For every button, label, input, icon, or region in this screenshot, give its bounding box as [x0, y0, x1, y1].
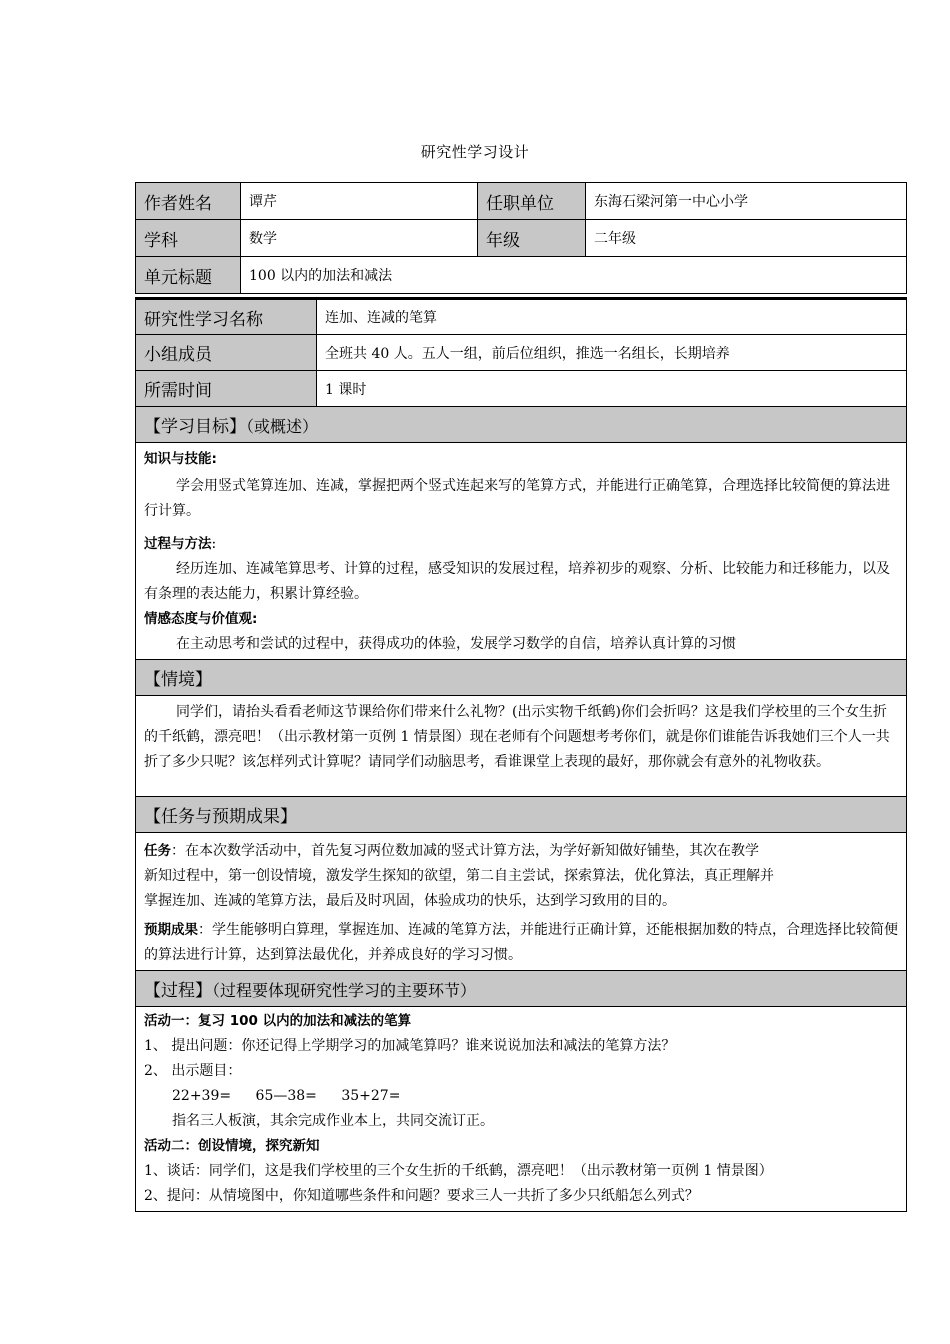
tasks-heading: 【任务与预期成果】 [136, 797, 907, 833]
unit-label: 任职单位 [478, 183, 586, 220]
unit-value: 东海石梁河第一中心小学 [586, 183, 907, 220]
process-body [136, 1007, 907, 1212]
design-table [135, 297, 907, 1212]
tasks-body [136, 833, 907, 971]
header-table [135, 182, 907, 294]
calc-row [144, 1084, 898, 1109]
activity1-note: 指名三人板演，其余完成作业本上，共同交流订正。 [172, 1113, 494, 1129]
emotion-label: 情感态度与价值观: [144, 611, 258, 627]
calc-3: 35+27= [341, 1088, 401, 1104]
knowledge-label: 知识与技能: [144, 451, 217, 467]
subject-value: 数学 [241, 220, 478, 257]
emotion-text: 在主动思考和尝试的过程中，获得成功的体验，发展学习数学的自信，培养认真计算的习惯 [176, 636, 736, 652]
activity2-item1: 1、谈话：同学们，这是我们学校里的三个女生折的千纸鹤，漂亮吧！（出示教材第一页例 1 情景图） [144, 1163, 773, 1179]
members-label: 小组成员 [136, 335, 317, 371]
author-label: 作者姓名 [136, 183, 241, 220]
calc-1: 22+39= [172, 1088, 232, 1104]
activity2-item2: 2、提问：从情境图中，你知道哪些条件和问题？要求三人一共折了多少只纸船怎么列式？ [144, 1188, 699, 1204]
calc-2: 65—38= [255, 1088, 317, 1104]
situation-heading: 【情境】 [136, 660, 907, 696]
topic-label: 单元标题 [136, 257, 241, 294]
members-value: 全班共 40 人。五人一组，前后位组织，推选一名组长，长期培养 [317, 335, 907, 371]
subject-label: 学科 [136, 220, 241, 257]
task-line-2: 新知过程中，第一创设情境，激发学生探知的欲望，第二自主尝试，探索算法，优化算法，真正理解并 [144, 868, 774, 884]
knowledge-text: 学会用竖式笔算连加、连减，掌握把两个竖式连起来写的笔算方式，并能进行正确笔算，合理选择比较简便的算法进行计算。 [144, 478, 890, 519]
process-heading: 【过程】（过程要体现研究性学习的主要环节） [136, 971, 907, 1007]
activity2-title: 活动二：创设情境，探究新知 [144, 1138, 320, 1154]
author-value: 谭芹 [241, 183, 478, 220]
study-name-value: 连加、连减的笔算 [317, 299, 907, 335]
study-name-label: 研究性学习名称 [136, 299, 317, 335]
activity1-item1: 1、 提出问题：你还记得上学期学习的加减笔算吗？谁来说说加法和减法的笔算方法？ [144, 1038, 676, 1054]
outcome-text: 预期成果：学生能够明白算理，掌握连加、连减的笔算方法，并能进行正确计算，还能根据加数的特点，合理选择比较简便的算法进行计算，达到算法最优化，并养成良好的学习习惯。 [144, 922, 898, 963]
goals-body [136, 443, 907, 660]
activity1-title: 活动一：复习 100 以内的加法和减法的笔算 [144, 1013, 412, 1029]
grade-value: 二年级 [586, 220, 907, 257]
task-line-3: 掌握连加、连减的笔算方法，最后及时巩固，体验成功的快乐，达到学习致用的目的。 [144, 893, 676, 909]
goals-heading: 【学习目标】（或概述） [136, 407, 907, 443]
topic-value: 100 以内的加法和减法 [241, 257, 907, 294]
time-label: 所需时间 [136, 371, 317, 407]
time-value: 1 课时 [317, 371, 907, 407]
process-text: 经历连加、连减笔算思考、计算的过程，感受知识的发展过程，培养初步的观察、分析、比较能力和迁移能力，以及有条理的表达能力，积累计算经验。 [144, 561, 890, 602]
document-title: 研究性学习设计 [420, 143, 530, 161]
task-line-1: 任务：在本次数学活动中，首先复习两位数加减的竖式计算方法，为学好新知做好铺垫，其次在教学 [144, 843, 759, 859]
grade-label: 年级 [478, 220, 586, 257]
situation-text: 同学们，请抬头看看老师这节课给你们带来什么礼物？(出示实物千纸鹤)你们会折吗？这是我们学校里的三个女生折的千纸鹤，漂亮吧！（出示教材第一页例 1 情景图）现在老师有个问题想考考你们，就是你们谁能告诉我她们三个人一共折了多少只呢？该怎样列式计算呢？请同学们动脑思考，看谁课堂上表现的最好，那你就会有意外的礼物收获。 [144, 704, 890, 770]
process-method-line: 过程与方法: [144, 536, 217, 552]
activity1-item2: 2、 出示题目： [144, 1063, 242, 1079]
situation-body [136, 696, 907, 797]
